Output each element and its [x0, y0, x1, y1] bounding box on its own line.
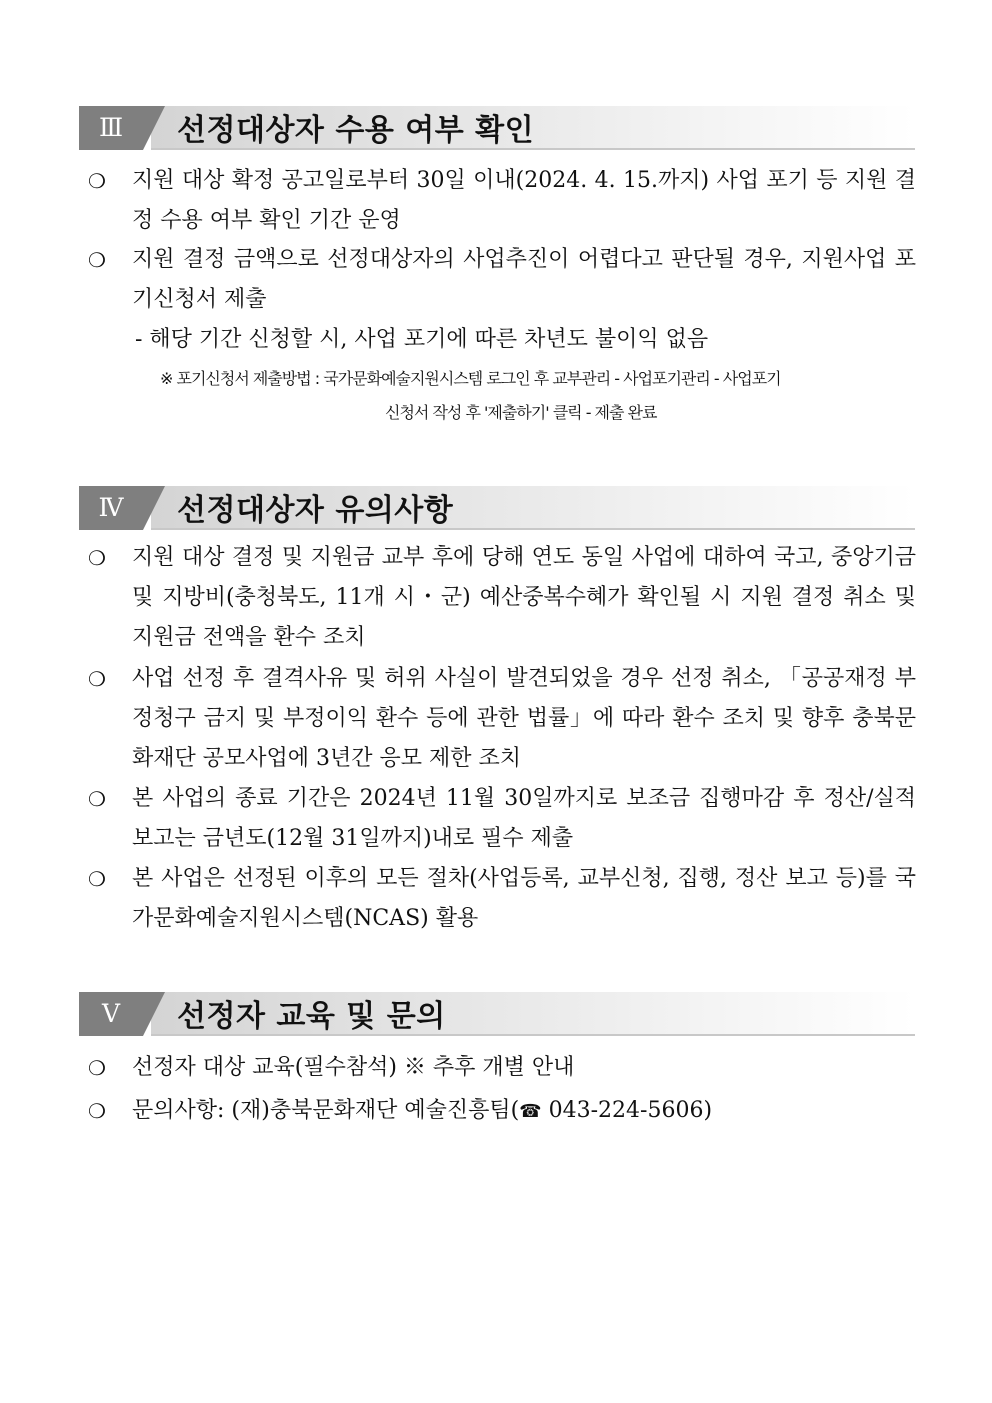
section-title: 선정대상자 수용 여부 확인 [151, 106, 915, 150]
section-4-header [79, 486, 915, 530]
contact-item [88, 1091, 916, 1132]
section-numeral: Ⅴ [79, 992, 143, 1036]
section-title: 선정대상자 유의사항 [151, 486, 915, 530]
contact-label: 문의사항: (재)충북문화재단 예술진흥팀( [132, 1098, 520, 1123]
list-item [88, 240, 916, 320]
bullet-icon: ❍ [88, 1056, 106, 1080]
note-line: 신청서 작성 후 '제출하기' 클릭 - 제출 완료 [385, 403, 657, 422]
list-item [88, 779, 916, 859]
bullet-icon: ❍ [88, 667, 106, 691]
item-text: 지원 결정 금액으로 선정대상자의 사업추진이 어렵다고 판단될 경우, 지원사업 포기신청서 제출 [132, 247, 916, 312]
bullet-icon: ❍ [88, 169, 106, 193]
telephone-icon: ☎ [519, 1101, 542, 1122]
item-text: 본 사업의 종료 기간은 2024년 11월 30일까지로 보조금 집행마감 후 정산/실적보고는 금년도(12월 31일까지)내로 필수 제출 [132, 786, 916, 851]
section-5-header [79, 992, 915, 1036]
item-text: 선정자 대상 교육(필수참석) ※ 추후 개별 안내 [132, 1055, 575, 1080]
bullet-icon: ❍ [88, 787, 106, 811]
contact-phone: 043-224-5606) [548, 1098, 713, 1123]
item-text: 사업 선정 후 결격사유 및 허위 사실이 발견되었을 경우 선정 취소, 「공공재정 부정청구 금지 및 부정이익 환수 등에 관한 법률」에 따라 환수 조치 및 향후 충북문화재단 공모사업에 3년간 응모 제한 조치 [132, 666, 916, 771]
section-3-header [79, 106, 915, 150]
bullet-icon: ❍ [88, 248, 106, 272]
note-line: ※ 포기신청서 제출방법 : 국가문화예술지원시스템 로그인 후 교부관리 - 사업포기관리 - 사업포기 [160, 369, 781, 388]
list-item [88, 659, 916, 779]
list-item [88, 538, 916, 658]
list-item [88, 1048, 916, 1088]
bullet-icon: ❍ [88, 867, 106, 891]
section-title: 선정자 교육 및 문의 [151, 992, 915, 1036]
item-text: 지원 대상 확정 공고일로부터 30일 이내(2024. 4. 15.까지) 사업 포기 등 지원 결정 수용 여부 확인 기간 운영 [132, 168, 916, 233]
section-numeral: Ⅲ [79, 106, 143, 150]
section-numeral: Ⅳ [79, 486, 143, 530]
bullet-icon: ❍ [88, 1099, 106, 1123]
list-item [88, 859, 916, 939]
item-text: 지원 대상 결정 및 지원금 교부 후에 당해 연도 동일 사업에 대하여 국고, 중앙기금 및 지방비(충청북도, 11개 시・군) 예산중복수혜가 확인될 시 지원 결정 취소 및 지원금 전액을 환수 조치 [132, 545, 916, 650]
list-item [88, 161, 916, 241]
bullet-icon: ❍ [88, 546, 106, 570]
sub-item: - 해당 기간 신청할 시, 사업 포기에 따른 차년도 불이익 없음 [135, 327, 709, 352]
item-text: 본 사업은 선정된 이후의 모든 절차(사업등록, 교부신청, 집행, 정산 보고 등)를 국가문화예술지원시스템(NCAS) 활용 [132, 866, 916, 931]
